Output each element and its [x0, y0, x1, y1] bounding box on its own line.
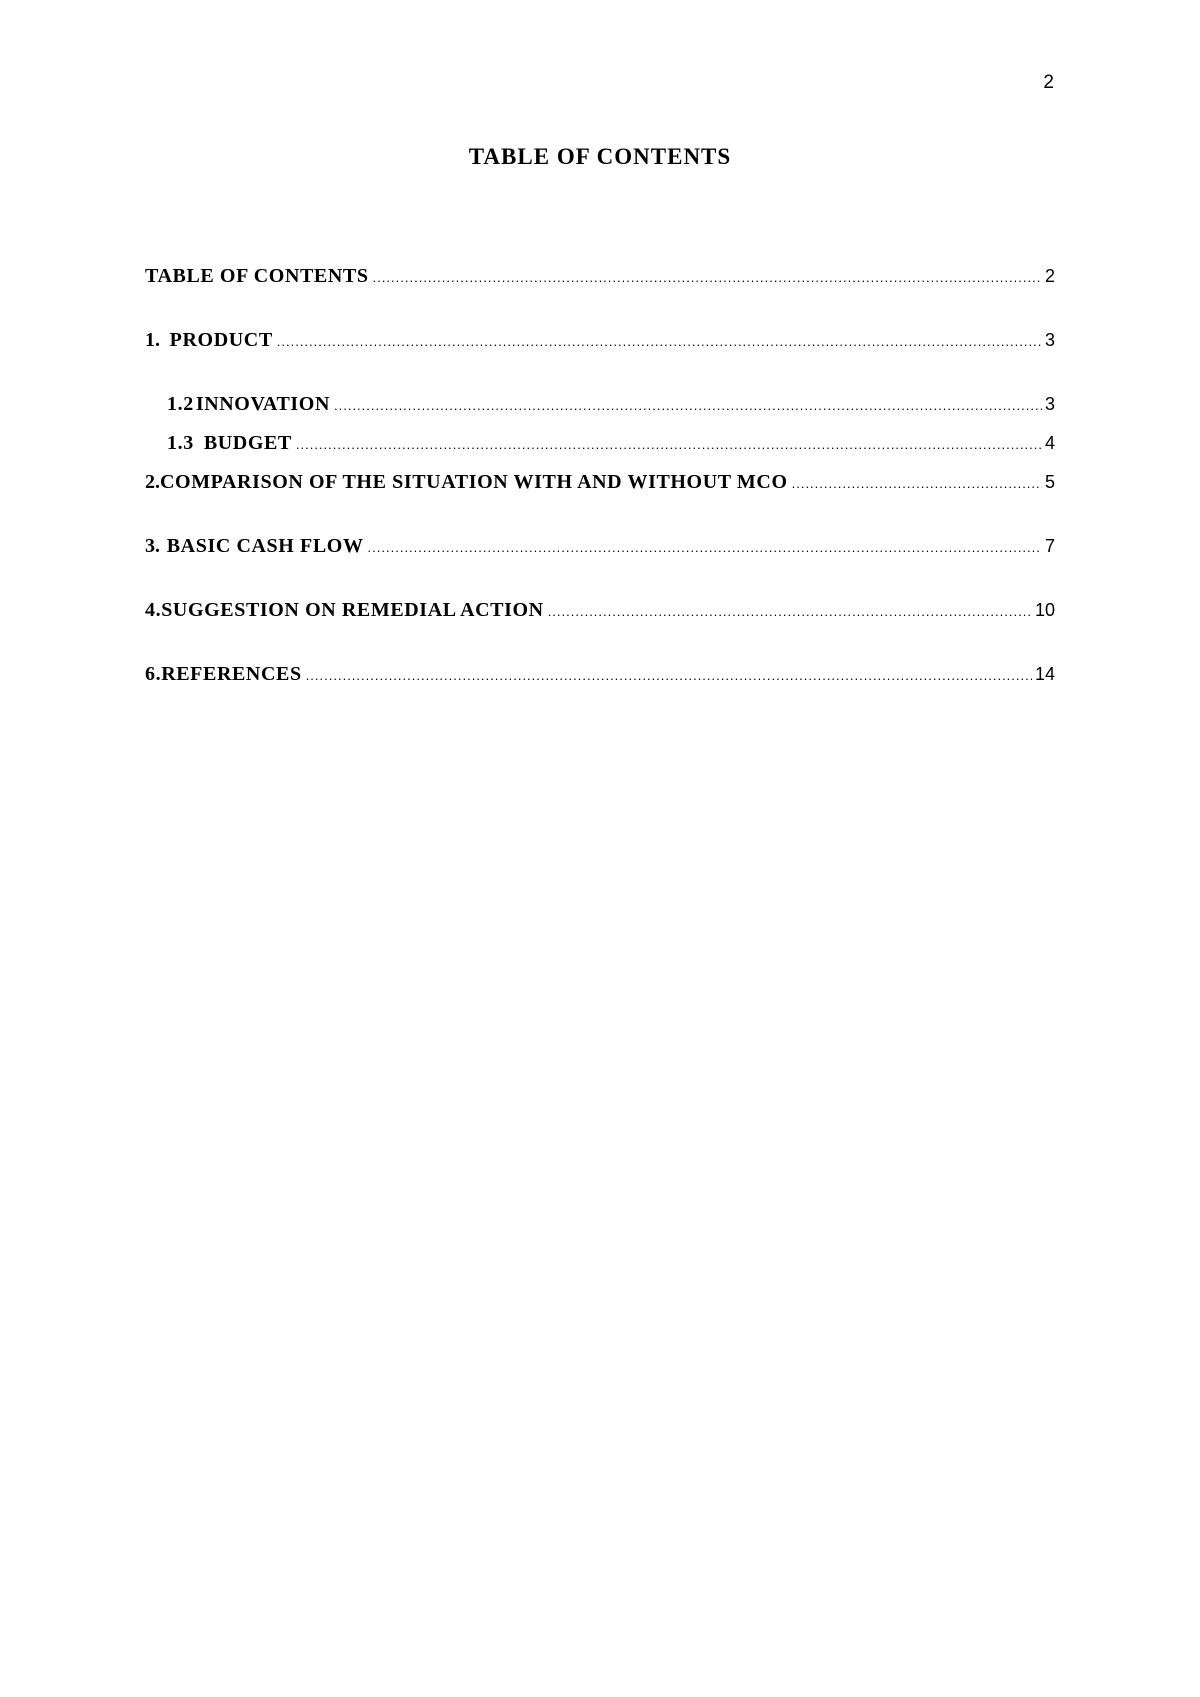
page-title: TABLE OF CONTENTS	[468, 144, 732, 169]
toc-entry-page: 3	[1044, 394, 1055, 414]
toc-entry-page: 2	[1044, 266, 1055, 286]
toc-dot-leader	[368, 540, 1042, 555]
toc-entry-table-of-contents[interactable]	[145, 265, 1055, 293]
toc-entry-basic-cash-flow[interactable]	[145, 535, 1055, 563]
toc-entry-number: 1.2	[167, 393, 194, 415]
toc-entry-number: 1.3	[167, 432, 194, 454]
toc-entry-innovation[interactable]	[167, 393, 1055, 421]
toc-entry-page: 3	[1044, 330, 1055, 350]
toc-entry-label: 6.REFERENCES	[145, 663, 302, 685]
toc-entry-label: INNOVATION	[195, 393, 330, 415]
toc-dot-leader	[792, 476, 1042, 491]
toc-entry-product[interactable]	[145, 329, 1055, 357]
toc-entry-budget[interactable]	[167, 432, 1055, 460]
toc-entry-label: COMPARISON OF THE SITUATION WITH AND WITHOUT MCO	[160, 471, 788, 493]
toc-entry-number: 2.	[145, 471, 160, 493]
toc-entry-comparison[interactable]	[145, 471, 1055, 499]
toc-entry-page: 7	[1044, 536, 1055, 556]
toc-dot-leader	[334, 398, 1042, 413]
page-number: 2	[1043, 72, 1054, 93]
toc-entry-suggestion[interactable]	[145, 599, 1055, 627]
toc-entry-page: 5	[1044, 472, 1055, 492]
toc-dot-leader	[277, 334, 1042, 349]
toc-entry-label: TABLE OF CONTENTS	[145, 265, 369, 287]
toc-entry-label: PRODUCT	[169, 329, 273, 351]
toc-entry-label: 4.SUGGESTION ON REMEDIAL ACTION	[145, 599, 544, 621]
toc-entry-label: BUDGET	[203, 432, 292, 454]
toc-entry-page: 14	[1034, 664, 1055, 684]
toc-dot-leader	[373, 270, 1042, 285]
toc-entry-label: BASIC CASH FLOW	[166, 535, 364, 557]
toc-entry-page: 4	[1044, 433, 1055, 453]
toc-entry-references[interactable]	[145, 663, 1055, 691]
toc-entry-number: 3.	[145, 535, 160, 557]
toc-entry-page: 10	[1034, 600, 1055, 620]
toc-dot-leader	[306, 668, 1032, 683]
toc-entry-number: 1.	[145, 329, 160, 351]
toc-dot-leader	[296, 437, 1042, 452]
toc-dot-leader	[548, 604, 1032, 619]
